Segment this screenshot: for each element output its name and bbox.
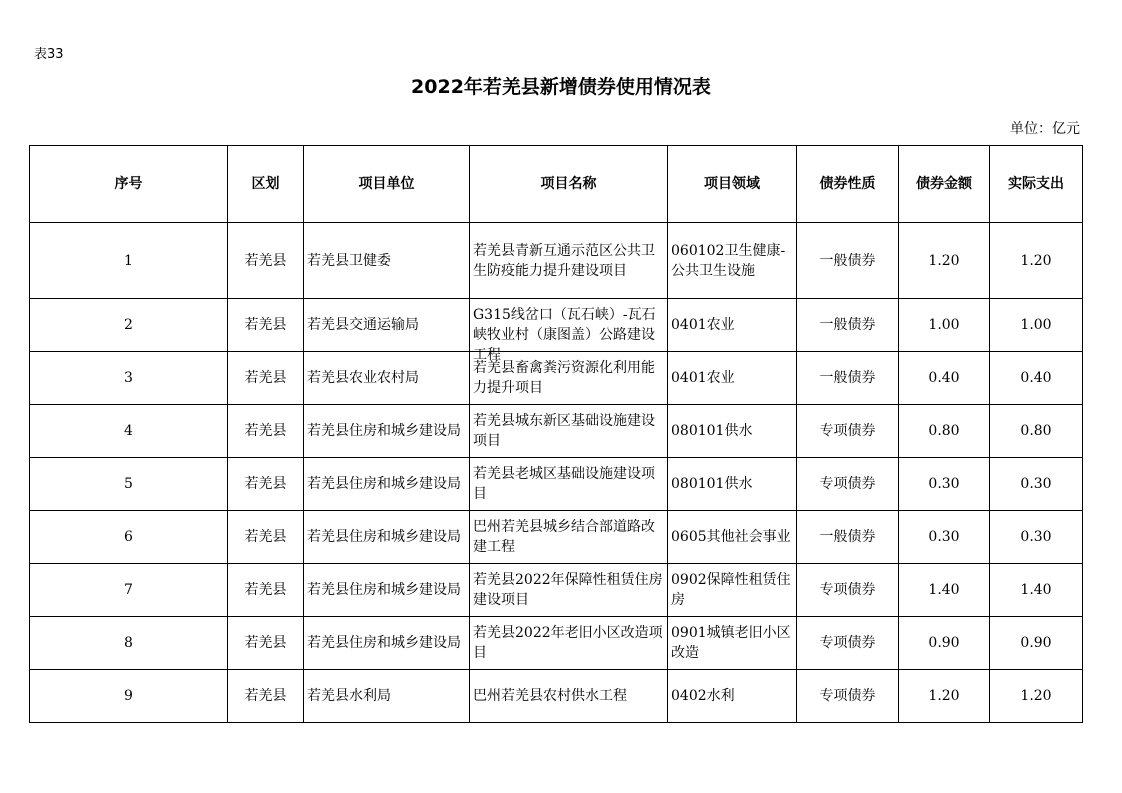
cell-type: 专项债券 xyxy=(797,458,899,511)
cell-amount: 1.40 xyxy=(899,564,990,617)
table-row xyxy=(30,299,1083,352)
cell-amount: 1.20 xyxy=(899,670,990,723)
table-row xyxy=(30,458,1083,511)
cell-no: 8 xyxy=(30,617,228,670)
table-row xyxy=(30,223,1083,299)
header-type: 债券性质 xyxy=(797,146,899,223)
cell-region: 若羌县 xyxy=(228,352,304,405)
cell-name-text: 巴州若羌县农村供水工程 xyxy=(473,688,627,704)
bond-usage-table xyxy=(29,145,1083,723)
page-title: 2022年若羌县新增债券使用情况表 xyxy=(411,76,711,98)
cell-no: 9 xyxy=(30,670,228,723)
cell-region: 若羌县 xyxy=(228,564,304,617)
cell-field xyxy=(668,352,797,405)
cell-name xyxy=(470,617,668,670)
cell-no: 4 xyxy=(30,405,228,458)
cell-field-text: 060102卫生健康-公共卫生设施 xyxy=(671,242,786,279)
cell-field xyxy=(668,670,797,723)
table-header-row xyxy=(30,146,1083,223)
cell-type: 一般债券 xyxy=(797,511,899,564)
cell-spent: 1.40 xyxy=(990,564,1083,617)
header-name: 项目名称 xyxy=(470,146,668,223)
cell-no: 6 xyxy=(30,511,228,564)
cell-amount: 0.80 xyxy=(899,405,990,458)
cell-unit: 若羌县交通运输局 xyxy=(304,299,470,352)
table-row xyxy=(30,670,1083,723)
cell-amount: 0.30 xyxy=(899,458,990,511)
cell-name-text: 若羌县青新互通示范区公共卫生防疫能力提升建设项目 xyxy=(473,242,655,279)
cell-name xyxy=(470,405,668,458)
cell-name-text: G315线岔口（瓦石峡）-瓦石峡牧业村（康图盖）公路建设工程 xyxy=(473,307,656,363)
cell-field-text: 0401农业 xyxy=(671,370,735,386)
cell-spent: 1.20 xyxy=(990,223,1083,299)
cell-amount: 0.90 xyxy=(899,617,990,670)
cell-unit: 若羌县农业农村局 xyxy=(304,352,470,405)
cell-name-text: 若羌县老城区基础设施建设项目 xyxy=(473,466,655,502)
cell-unit: 若羌县住房和城乡建设局 xyxy=(304,564,470,617)
cell-name-text: 若羌县畜禽粪污资源化利用能力提升项目 xyxy=(473,360,655,396)
header-no: 序号 xyxy=(30,146,228,223)
cell-type: 专项债券 xyxy=(797,405,899,458)
cell-field xyxy=(668,405,797,458)
cell-region: 若羌县 xyxy=(228,670,304,723)
cell-region: 若羌县 xyxy=(228,511,304,564)
cell-spent: 0.40 xyxy=(990,352,1083,405)
cell-no: 5 xyxy=(30,458,228,511)
cell-unit: 若羌县住房和城乡建设局 xyxy=(304,617,470,670)
cell-field-text: 0402水利 xyxy=(671,688,735,704)
cell-name-text: 若羌县2022年老旧小区改造项目 xyxy=(473,625,663,661)
table-id: 表33 xyxy=(34,47,64,62)
cell-type: 专项债券 xyxy=(797,617,899,670)
cell-no: 3 xyxy=(30,352,228,405)
cell-no: 7 xyxy=(30,564,228,617)
cell-unit: 若羌县卫健委 xyxy=(304,223,470,299)
header-unit: 项目单位 xyxy=(304,146,470,223)
header-region: 区划 xyxy=(228,146,304,223)
cell-amount: 1.20 xyxy=(899,223,990,299)
cell-region: 若羌县 xyxy=(228,223,304,299)
cell-type: 一般债券 xyxy=(797,352,899,405)
cell-no: 2 xyxy=(30,299,228,352)
cell-amount: 1.00 xyxy=(899,299,990,352)
cell-field xyxy=(668,223,797,299)
cell-name xyxy=(470,511,668,564)
cell-region: 若羌县 xyxy=(228,405,304,458)
cell-field-text: 0902保障性租赁住房 xyxy=(671,572,791,608)
cell-name xyxy=(470,564,668,617)
table-row xyxy=(30,405,1083,458)
cell-spent: 0.30 xyxy=(990,511,1083,564)
cell-name xyxy=(470,299,668,363)
cell-field-text: 0605其他社会事业 xyxy=(671,529,791,545)
header-field: 项目领域 xyxy=(668,146,797,223)
cell-spent: 0.80 xyxy=(990,405,1083,458)
cell-name xyxy=(470,352,668,405)
cell-unit: 若羌县住房和城乡建设局 xyxy=(304,511,470,564)
table-row xyxy=(30,617,1083,670)
table-row xyxy=(30,352,1083,405)
cell-type: 一般债券 xyxy=(797,299,899,352)
table-row xyxy=(30,564,1083,617)
cell-spent: 1.00 xyxy=(990,299,1083,352)
cell-spent: 0.30 xyxy=(990,458,1083,511)
cell-field-text: 0401农业 xyxy=(671,317,735,333)
cell-type: 专项债券 xyxy=(797,670,899,723)
cell-name xyxy=(470,223,668,299)
table-row xyxy=(30,511,1083,564)
cell-field xyxy=(668,299,797,352)
cell-unit: 若羌县住房和城乡建设局 xyxy=(304,405,470,458)
cell-field-text: 080101供水 xyxy=(671,476,753,492)
cell-region: 若羌县 xyxy=(228,617,304,670)
cell-name xyxy=(470,458,668,511)
header-amount: 债券金额 xyxy=(899,146,990,223)
cell-no: 1 xyxy=(30,223,228,299)
cell-field-text: 0901城镇老旧小区改造 xyxy=(671,625,791,661)
cell-field xyxy=(668,511,797,564)
cell-type: 一般债券 xyxy=(797,223,899,299)
cell-unit: 若羌县住房和城乡建设局 xyxy=(304,458,470,511)
cell-unit: 若羌县水利局 xyxy=(304,670,470,723)
cell-field xyxy=(668,617,797,670)
cell-amount: 0.40 xyxy=(899,352,990,405)
cell-field-text: 080101供水 xyxy=(671,423,753,439)
cell-amount: 0.30 xyxy=(899,511,990,564)
cell-name xyxy=(470,670,668,723)
cell-spent: 0.90 xyxy=(990,617,1083,670)
cell-field xyxy=(668,458,797,511)
unit-label: 单位：亿元 xyxy=(1010,121,1080,137)
cell-field xyxy=(668,564,797,617)
cell-type: 专项债券 xyxy=(797,564,899,617)
cell-name-text: 若羌县2022年保障性租赁住房建设项目 xyxy=(473,572,663,608)
cell-region: 若羌县 xyxy=(228,299,304,352)
header-spent: 实际支出 xyxy=(990,146,1083,223)
cell-name-text: 若羌县城东新区基础设施建设项目 xyxy=(473,413,655,449)
cell-region: 若羌县 xyxy=(228,458,304,511)
cell-spent: 1.20 xyxy=(990,670,1083,723)
cell-name-text: 巴州若羌县城乡结合部道路改建工程 xyxy=(473,519,655,555)
